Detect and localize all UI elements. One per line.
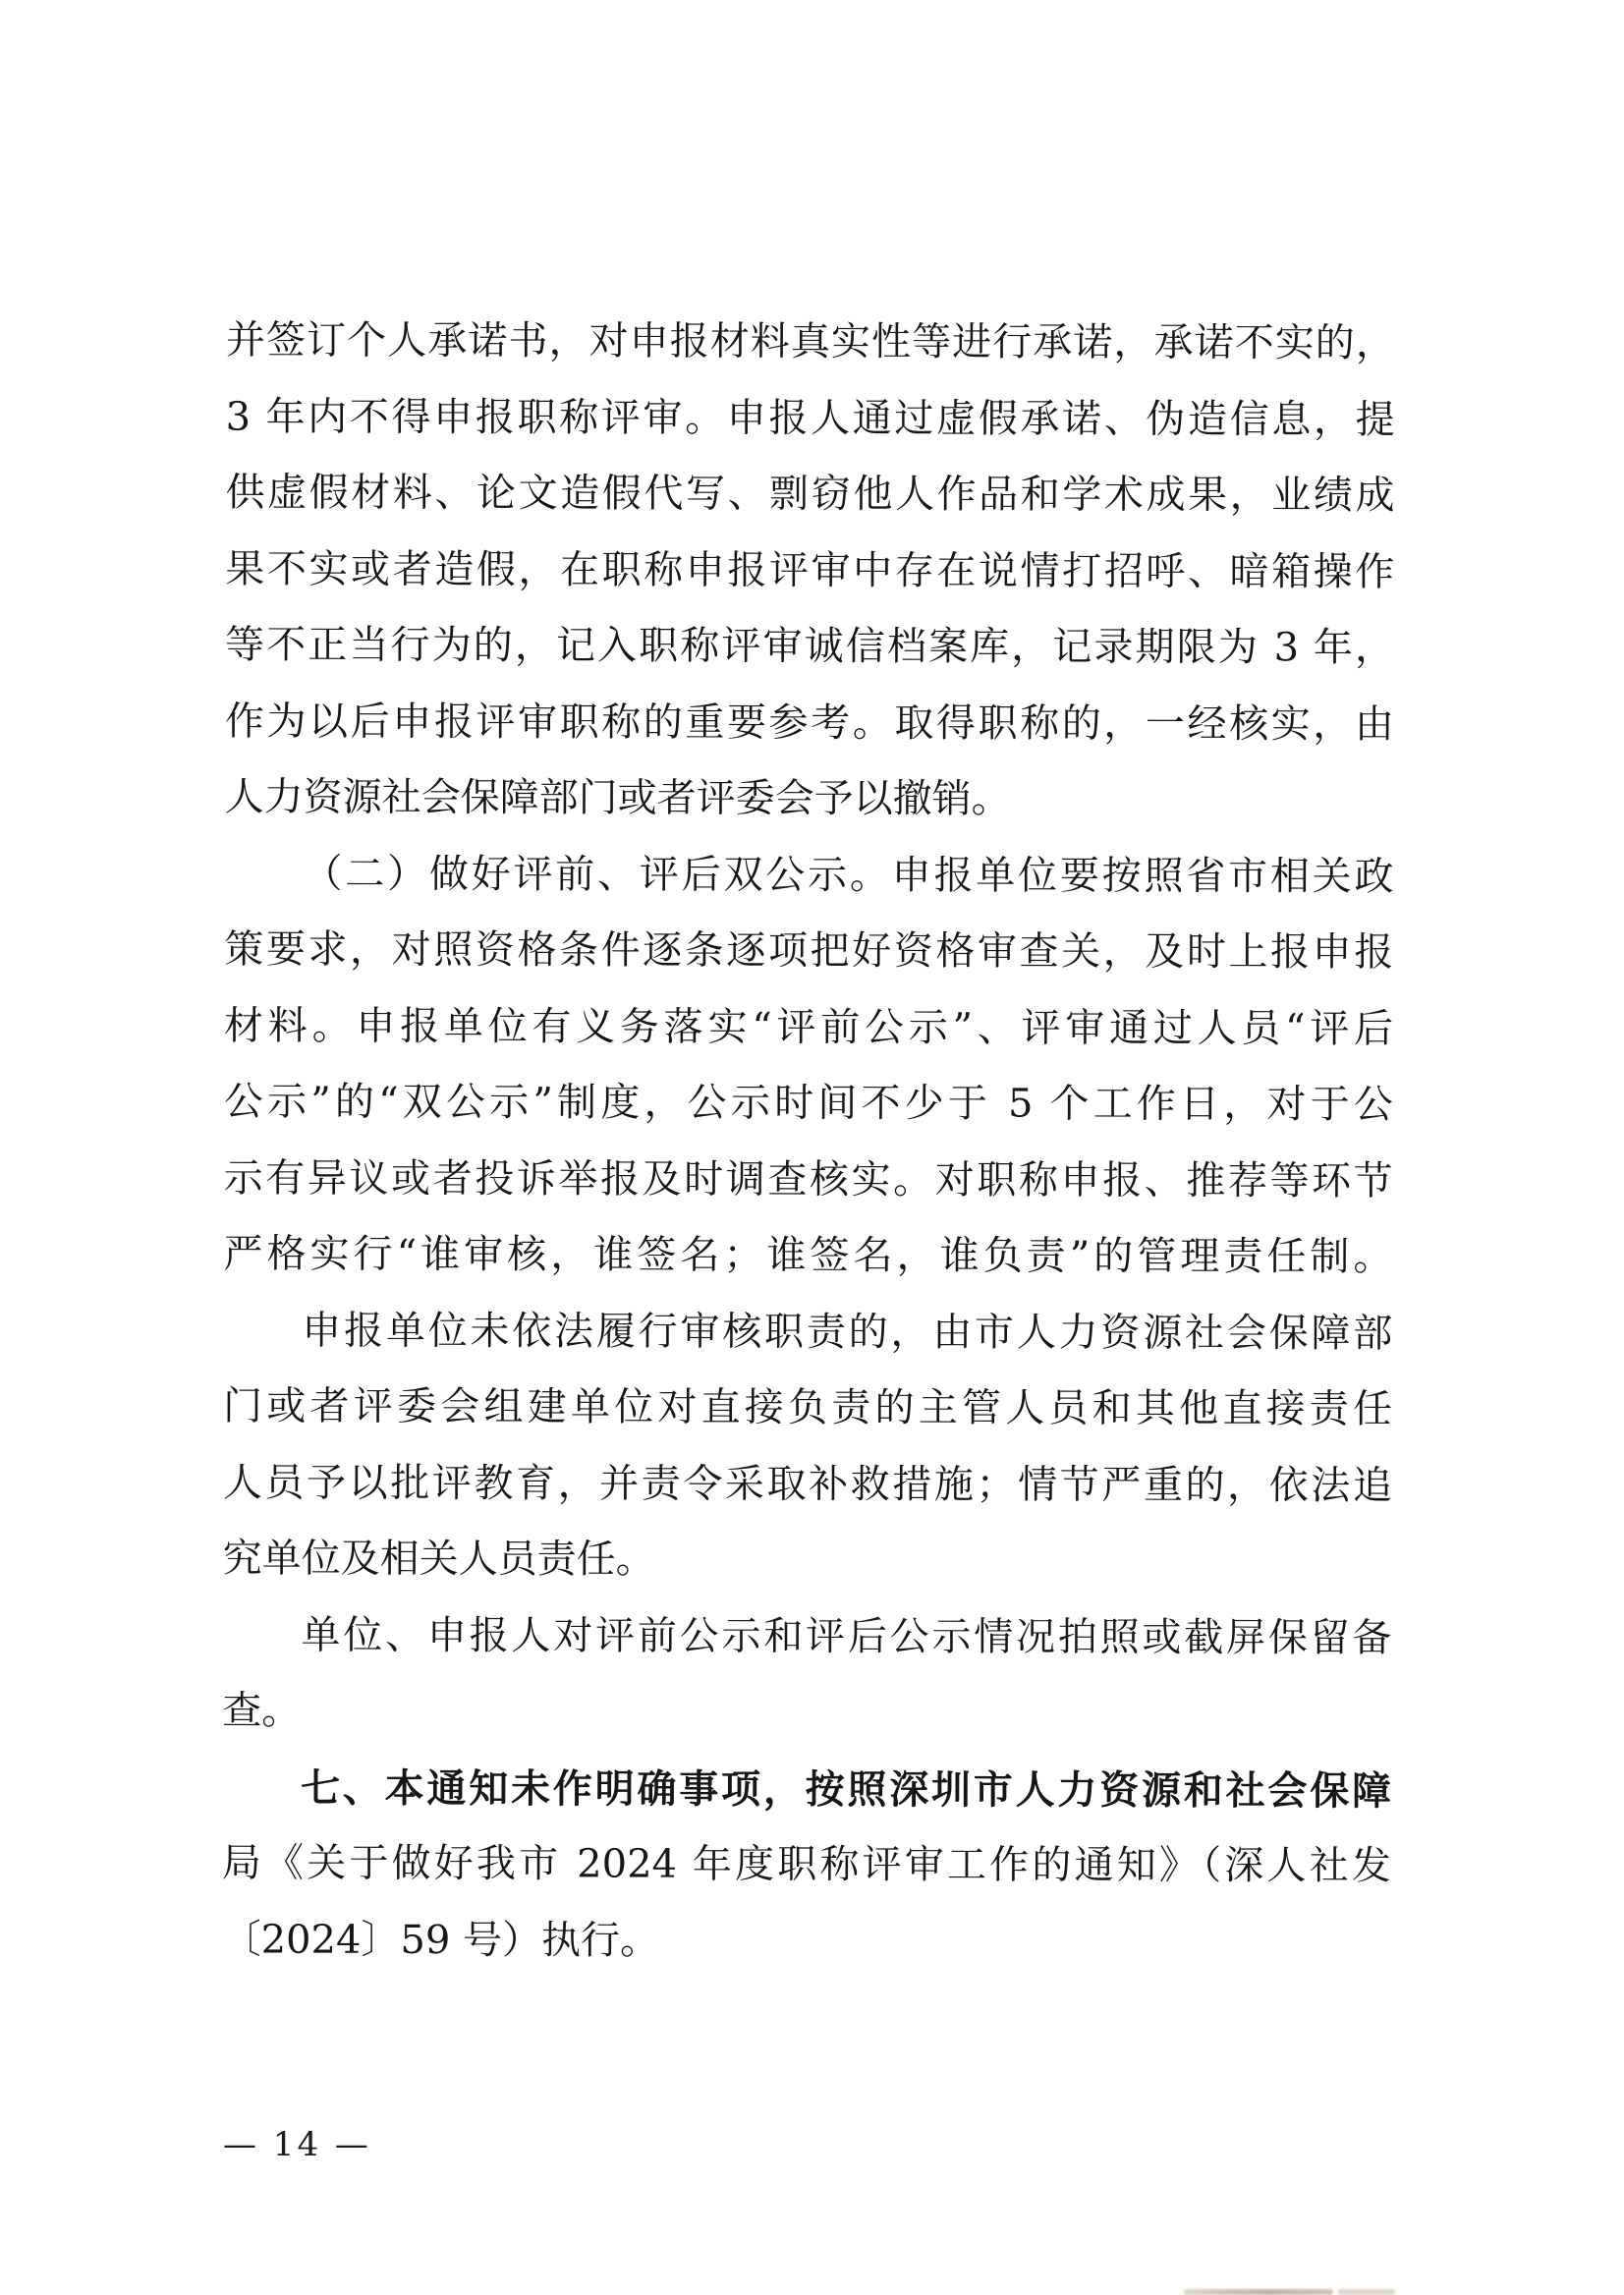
text-line: 并签订个人承诺书，对申报材料真实性等进行承诺，承诺不实的，	[225, 317, 1395, 366]
document-body	[222, 303, 1395, 1981]
text-line-paragraph-end: 究单位及相关人员责任。	[222, 1536, 655, 1583]
text-line: 公示”的“双公示”制度，公示时间不少于 5 个工作日，对于公	[223, 1079, 1393, 1128]
text-line: 果不实或者造假，在职称申报评审中存在说情打招呼、暗箱操作	[225, 545, 1395, 595]
scan-edge-artifact	[1338, 2289, 1395, 2295]
text-line-paragraph-start: （二）做好评前、评后双公示。申报单位要按照省市相关政	[303, 851, 1394, 900]
page-number: — 14 —	[223, 2125, 371, 2164]
scan-edge-artifact	[1184, 2289, 1333, 2295]
text-line-paragraph-start: 单位、申报人对评前公示和评后公示情况拍照或截屏保留备	[301, 1612, 1392, 1661]
text-line: 等不正当行为的，记入职称评审诚信档案库，记录期限为 3 年，	[225, 622, 1395, 671]
text-line: 示有异议或者投诉举报及时调查核实。对职称申报、推荐等环节	[223, 1154, 1393, 1204]
text-line: 作为以后申报评审职称的重要参考。取得职称的，一经核实，由	[224, 698, 1394, 748]
text-line: 3 年内不得申报职称评审。申报人通过虚假承诺、伪造信息，提	[225, 393, 1395, 443]
text-line: 策要求，对照资格条件逐条逐项把好资格审查关，及时上报申报	[224, 926, 1394, 976]
section-7-heading-line: 七、本通知未作明确事项，按照深圳市人力资源和社会保障	[300, 1764, 1392, 1815]
text-line: 人员予以批评教育，并责令采取补救措施；情节严重的，依法追	[222, 1459, 1392, 1509]
text-line-paragraph-end: 查。	[222, 1688, 302, 1734]
text-line: 局《关于做好我市 2024 年度职称评审工作的通知》（深人社发	[221, 1840, 1391, 1889]
text-line-paragraph-end: 〔2024〕59 号）执行。	[221, 1916, 660, 1964]
text-line: 供虚假材料、论文造假代写、剽窃他人作品和学术成果，业绩成	[225, 470, 1395, 519]
text-line-paragraph-end: 严格实行“谁审核，谁签名；谁签名，谁负责”的管理责任制。	[223, 1231, 1393, 1280]
text-line: 门或者评委会组建单位对直接负责的主管人员和其他直接责任	[223, 1383, 1393, 1432]
text-line-paragraph-end: 人力资源社会保障部门或者评委会予以撤销。	[224, 774, 1011, 822]
text-line-paragraph-start: 申报单位未依法履行审核职责的，由市人力资源社会保障部	[302, 1308, 1393, 1357]
text-line: 材料。申报单位有义务落实“评前公示”、评审通过人员“评后	[224, 1002, 1394, 1052]
